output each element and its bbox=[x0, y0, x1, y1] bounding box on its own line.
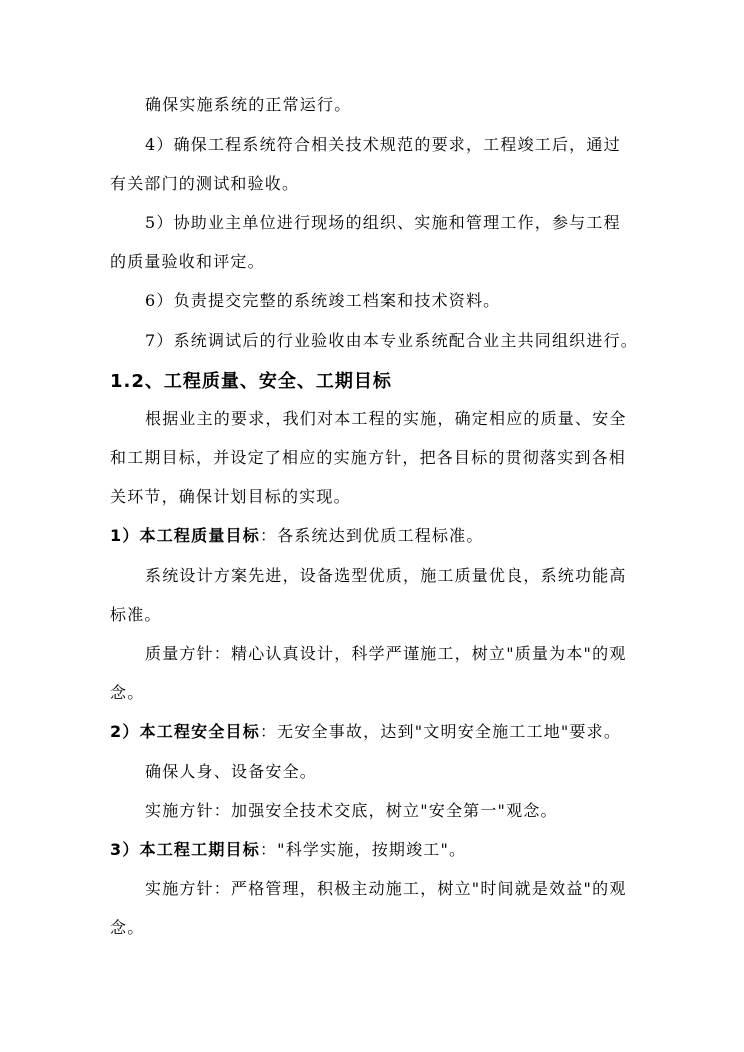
paragraph-line: 念。 bbox=[110, 918, 145, 937]
paragraph-line: 念。 bbox=[110, 683, 145, 702]
paragraph-line: 实施方针：加强安全技术交底，树立"安全第一"观念。 bbox=[145, 801, 558, 820]
paragraph-line: 5）协助业主单位进行现场的组织、实施和管理工作，参与工程 bbox=[145, 213, 621, 232]
paragraph-line: 6）负责提交完整的系统竣工档案和技术资料。 bbox=[145, 291, 501, 310]
goal-label: 3）本工程工期目标 bbox=[110, 840, 260, 859]
goal-label: 1）本工程质量目标 bbox=[110, 526, 260, 545]
paragraph-line: 有关部门的测试和验收。 bbox=[110, 174, 300, 193]
paragraph-line: 实施方针：严格管理，积极主动施工，树立"时间就是效益"的观 bbox=[145, 879, 627, 898]
goal-text: ：无安全事故，达到"文明安全施工工地"要求。 bbox=[259, 722, 622, 741]
paragraph-line: 7）系统调试后的行业验收由本专业系统配合业主共同组织进行。 bbox=[145, 331, 638, 350]
paragraph-line: 和工期目标，并设定了相应的实施方针，把各目标的贯彻落实到各相 bbox=[110, 448, 627, 467]
paragraph-line: 关环节，确保计划目标的实现。 bbox=[110, 487, 351, 506]
section-heading: 1.2、工程质量、安全、工期目标 bbox=[110, 371, 392, 392]
paragraph-line: 4）确保工程系统符合相关技术规范的要求，工程竣工后，通过 bbox=[145, 135, 621, 154]
goal-text: ："科学实施，按期竣工"。 bbox=[259, 840, 467, 859]
paragraph-line: 质量方针：精心认真设计，科学严谨施工，树立"质量为本"的观 bbox=[145, 644, 627, 663]
paragraph-line: 确保人身、设备安全。 bbox=[145, 762, 318, 781]
goal-safety bbox=[110, 722, 635, 742]
paragraph-line: 标准。 bbox=[110, 605, 162, 624]
paragraph-line: 确保实施系统的正常运行。 bbox=[145, 95, 352, 114]
goal-quality bbox=[110, 526, 635, 546]
goal-label: 2）本工程安全目标 bbox=[110, 722, 260, 741]
goal-text: ：各系统达到优质工程标准。 bbox=[259, 526, 484, 545]
paragraph-line: 系统设计方案先进，设备选型优质，施工质量优良，系统功能高 bbox=[145, 566, 627, 585]
goal-schedule bbox=[110, 840, 635, 860]
paragraph-line: 的质量验收和评定。 bbox=[110, 252, 265, 271]
paragraph-line: 根据业主的要求，我们对本工程的实施，确定相应的质量、安全 bbox=[145, 409, 627, 428]
